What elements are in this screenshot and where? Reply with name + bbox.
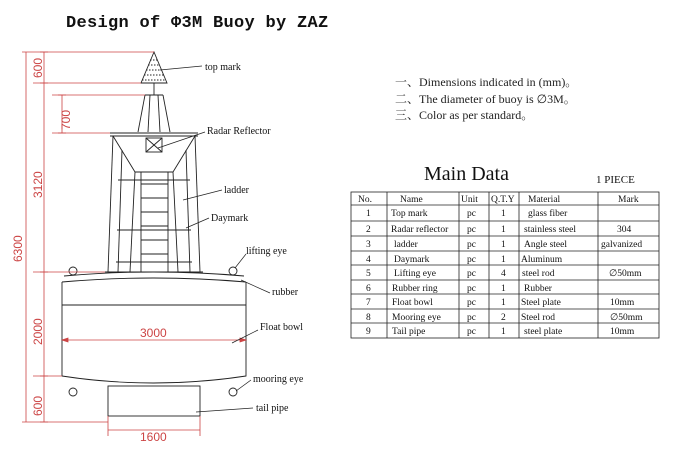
callout-float-bowl: Float bowl <box>260 322 304 333</box>
note-dimensions: 一、Dimensions indicated in (mm)。 <box>395 75 578 89</box>
table-row <box>366 284 553 294</box>
table-cell-unit: pc <box>467 225 476 235</box>
table-cell-unit: pc <box>467 240 476 250</box>
tower-frame <box>108 136 200 272</box>
table-cell-mark: 304 <box>617 225 632 235</box>
table-cell-name: Tail pipe <box>392 327 426 337</box>
note-diameter: 二、The diameter of buoy is ∅3M。 <box>395 92 576 106</box>
table-cell-no: 9 <box>366 327 371 337</box>
table-cell-qty: 1 <box>501 298 506 308</box>
table-cell-no: 5 <box>366 269 371 279</box>
dim-reflector: 700 <box>59 109 73 130</box>
rubber-ring-top <box>64 272 244 276</box>
table-cell-qty: 1 <box>501 209 506 219</box>
piece-label: 1 PIECE <box>596 174 635 186</box>
table-cell-no: 6 <box>366 284 371 294</box>
table-cell-material: glass fiber <box>528 209 568 219</box>
table-cell-material: Steel rod <box>521 313 556 323</box>
table-cell-name: Radar reflector <box>391 225 449 235</box>
callout-radar-reflector: Radar Reflector <box>207 126 271 137</box>
table-header-name: Name <box>400 195 423 205</box>
callout-rubber: rubber <box>272 287 299 298</box>
table-row <box>366 312 643 323</box>
dim-tower: 3120 <box>31 171 45 198</box>
dim-float-diameter: 3000 <box>140 326 167 340</box>
table-cell-qty: 1 <box>501 225 506 235</box>
table-cell-unit: pc <box>467 284 476 294</box>
main-data-title: Main Data <box>424 163 509 185</box>
table-cell-name: Float bowl <box>392 298 433 308</box>
table-cell-qty: 1 <box>501 240 506 250</box>
table-cell-unit: pc <box>467 209 476 219</box>
table-header-no: No. <box>358 195 372 205</box>
table-row <box>366 208 568 219</box>
table-cell-no: 1 <box>366 209 371 219</box>
mooring-eye-right <box>229 388 237 396</box>
callout-tail-pipe: tail pipe <box>256 403 289 414</box>
note-color: 三、Color as per standard。 <box>395 108 534 122</box>
table-cell-name: Lifting eye <box>394 269 436 279</box>
table-cell-material: Steel plate <box>521 298 561 308</box>
table-cell-name: Top mark <box>391 209 428 219</box>
tail-pipe <box>108 386 200 416</box>
table-header-mark: Mark <box>618 195 639 205</box>
radar-reflector <box>110 133 198 152</box>
callout-top-mark: top mark <box>205 62 241 73</box>
table-cell-name: ladder <box>394 240 418 250</box>
table-row <box>366 327 635 337</box>
table-header-unit: Unit <box>461 195 478 205</box>
table-cell-unit: pc <box>467 327 476 337</box>
table-cell-mark: 10mm <box>610 327 635 337</box>
table-header-material: Material <box>528 195 561 205</box>
daymark-panel <box>116 180 192 262</box>
table-row <box>366 268 642 279</box>
table-row <box>366 240 642 250</box>
buoy-structure <box>62 52 249 416</box>
dimension-lines <box>22 52 249 436</box>
float-bowl <box>62 305 246 383</box>
table-cell-material: Angle steel <box>524 240 568 250</box>
table-cell-qty: 2 <box>501 313 506 323</box>
dim-tail-diameter: 1600 <box>140 430 167 444</box>
table-cell-mark: ∅50mm <box>609 269 642 279</box>
dim-overall: 6300 <box>11 235 25 262</box>
dim-top-mark: 600 <box>31 57 45 78</box>
table-cell-mark: 10mm <box>610 298 635 308</box>
table-cell-unit: pc <box>467 269 476 279</box>
table-row <box>366 255 563 265</box>
table-cell-name: Rubber ring <box>392 284 438 294</box>
dim-tail: 600 <box>31 395 45 416</box>
table-row <box>366 298 635 308</box>
table-cell-no: 7 <box>366 298 371 308</box>
table-cell-no: 8 <box>366 313 371 323</box>
table-cell-mark: galvanized <box>601 240 643 250</box>
table-cell-material: steel plate <box>524 327 563 337</box>
table-cell-material: stainless steel <box>524 225 576 235</box>
table-header-qty: Q.T.Y <box>491 195 515 205</box>
callout-lifting-eye: lifting eye <box>246 246 287 257</box>
table-cell-qty: 1 <box>501 284 506 294</box>
table-cell-no: 2 <box>366 225 371 235</box>
table-cell-name: Daymark <box>394 255 430 265</box>
ladder <box>141 172 168 272</box>
table-cell-no: 4 <box>366 255 371 265</box>
table-cell-unit: pc <box>467 255 476 265</box>
table-cell-unit: pc <box>467 313 476 323</box>
table-cell-material: Rubber <box>524 284 552 294</box>
callout-ladder: ladder <box>224 185 249 196</box>
table-cell-material: Aluminum <box>521 255 563 265</box>
table-cell-material: steel rod <box>522 269 555 279</box>
callout-daymark: Daymark <box>211 213 249 224</box>
rubber-ring <box>62 278 246 282</box>
table-cell-mark: ∅50mm <box>610 313 643 323</box>
table-cell-name: Mooring eye <box>392 313 441 323</box>
table-cell-no: 3 <box>366 240 371 250</box>
callout-leaders <box>158 66 270 412</box>
table-cell-qty: 4 <box>501 269 506 279</box>
upper-frame <box>138 95 170 132</box>
lifting-eye-left <box>69 267 77 275</box>
dim-float: 2000 <box>31 318 45 345</box>
lifting-eye-right <box>229 267 237 275</box>
table-cell-unit: pc <box>467 298 476 308</box>
mooring-eye-left <box>69 388 77 396</box>
table-cell-qty: 1 <box>501 327 506 337</box>
table-row <box>366 224 632 235</box>
drawing-title: Design of Φ3M Buoy by ZAZ <box>66 14 329 33</box>
top-mark-cone <box>141 52 167 83</box>
table-cell-qty: 1 <box>501 255 506 265</box>
callout-mooring-eye: mooring eye <box>253 374 304 385</box>
